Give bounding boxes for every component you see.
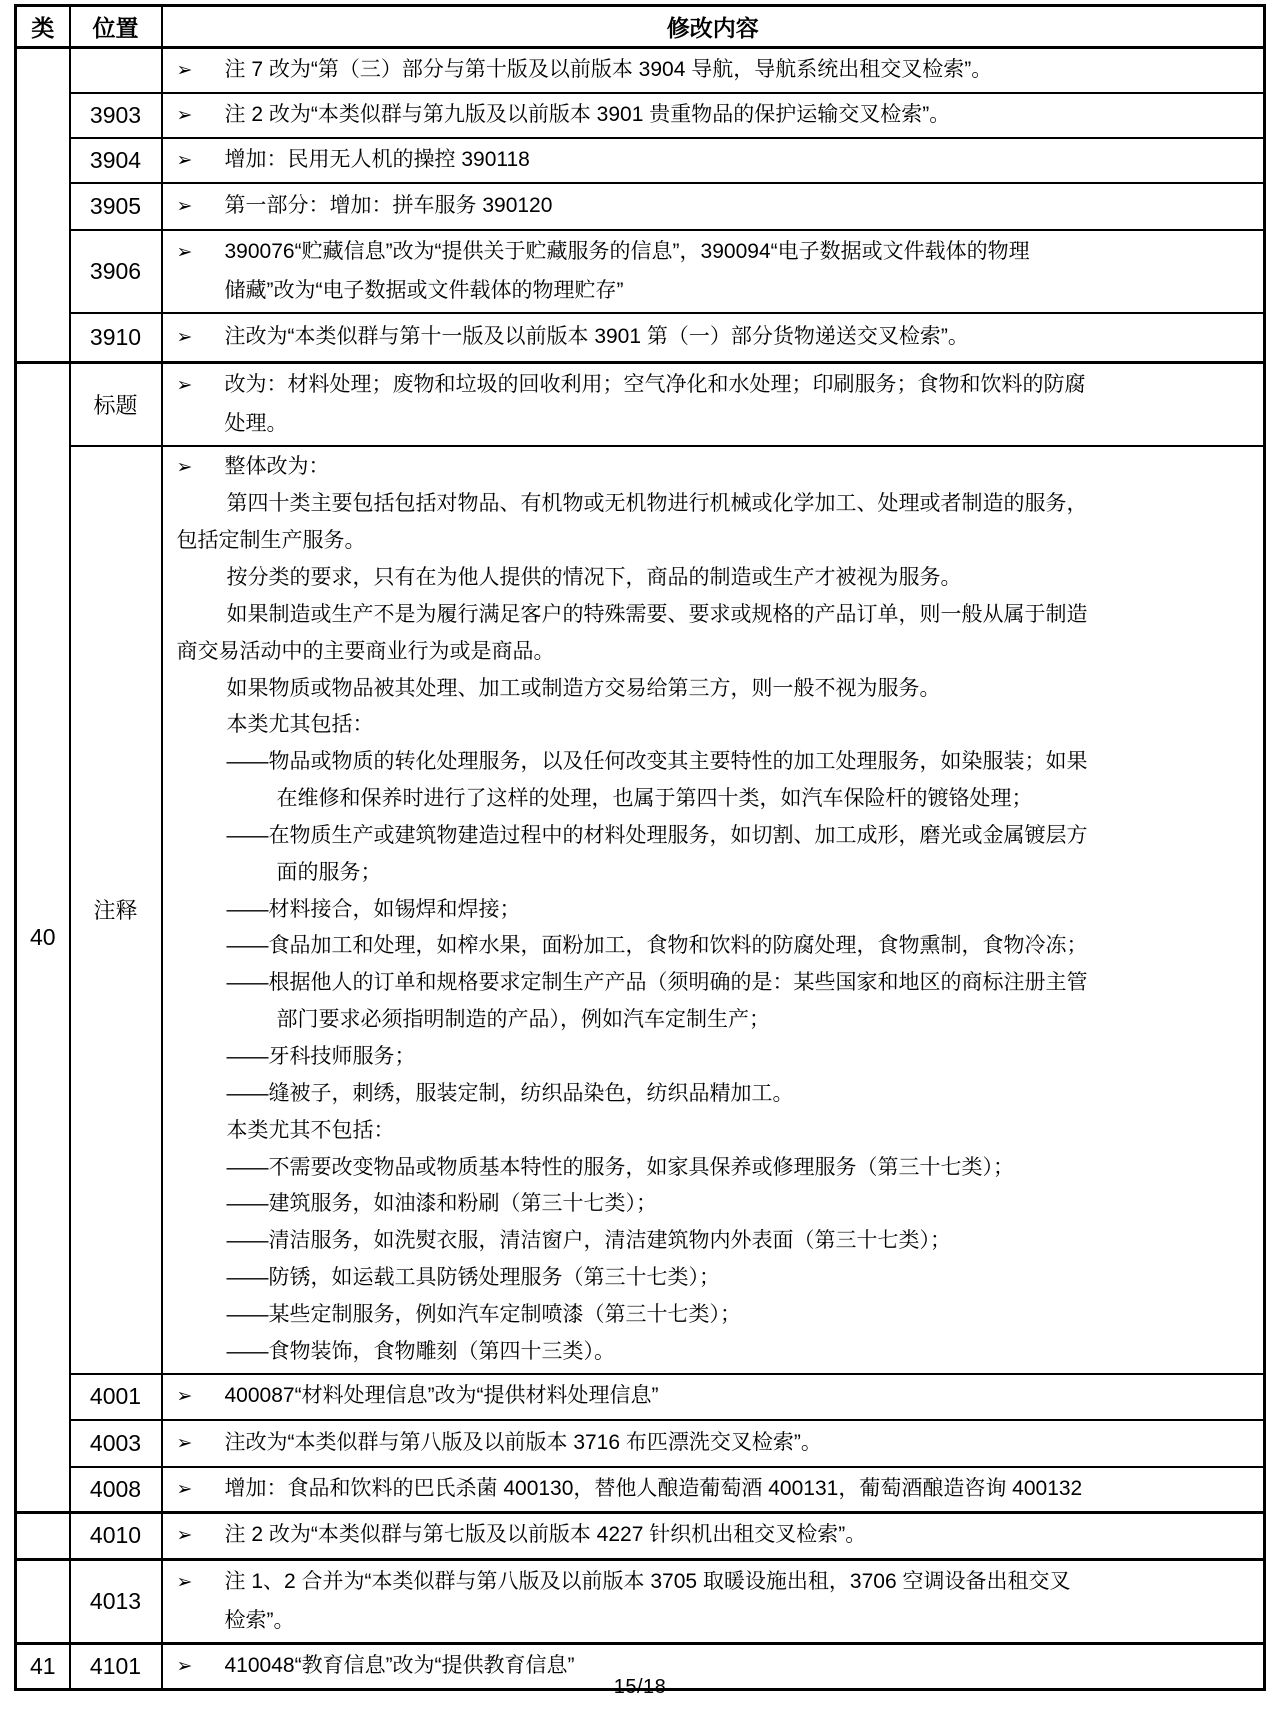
header-class: 类 bbox=[16, 6, 70, 48]
table-row bbox=[16, 48, 1265, 94]
content-line: ➢ 改为：材料处理；废物和垃圾的回收利用；空气净化和水处理；印刷服务；食物和饮料的防腐 bbox=[177, 366, 1256, 405]
content-line: ——防锈，如运载工具防锈处理服务（第三十七类）； bbox=[226, 1266, 720, 1290]
content-line: ➢ 注 2 改为“本类似群与第七版及以前版本 4227 针织机出租交叉检索”。 bbox=[177, 1516, 1256, 1555]
content-cell bbox=[162, 446, 1265, 1374]
arrow-bullet-icon: ➢ bbox=[176, 1478, 193, 1500]
content-line: ——牙科技师服务； bbox=[226, 1045, 416, 1068]
header-position: 位置 bbox=[70, 6, 162, 48]
content-line: ——材料接合，如锡焊和焊接； bbox=[226, 897, 521, 921]
table-row bbox=[16, 1467, 1265, 1513]
content-line: ➢ 注 2 改为“本类似群与第九版及以前版本 3901 贵重物品的保护运输交叉检索”。 bbox=[177, 96, 1256, 135]
table-row bbox=[16, 362, 1265, 446]
table-row bbox=[16, 1374, 1265, 1420]
content-line: 部门要求必须指明制造的产品），例如汽车定制生产； bbox=[276, 1008, 770, 1032]
content-line: ➢ 400087“材料处理信息”改为“提供材料处理信息” bbox=[177, 1377, 1256, 1416]
content-line: ➢ 整体改为： bbox=[177, 449, 1256, 487]
content-cell bbox=[162, 362, 1265, 446]
table-row bbox=[16, 1512, 1265, 1559]
content-line: 处理。 bbox=[224, 411, 288, 435]
content-cell bbox=[162, 93, 1265, 138]
content-line: 按分类的要求，只有在为他人提供的情况下，商品的制造或生产才被视为服务。 bbox=[226, 566, 962, 590]
arrow-bullet-icon: ➢ bbox=[176, 456, 193, 478]
table-row bbox=[16, 183, 1265, 230]
position-cell: 3910 bbox=[70, 313, 162, 362]
position-cell: 4101 bbox=[70, 1643, 162, 1689]
content-cell bbox=[162, 138, 1265, 183]
page-number: 15/18 bbox=[613, 1676, 667, 1698]
content-line: ➢ 注 1、2 合并为“本类似群与第八版及以前版本 3705 取暖设施出租，3706 空调设备出租交叉 bbox=[177, 1563, 1256, 1602]
arrow-bullet-icon: ➢ bbox=[176, 1386, 193, 1408]
arrow-bullet-icon: ➢ bbox=[176, 196, 193, 217]
table-row bbox=[16, 93, 1265, 138]
table-row bbox=[16, 313, 1265, 362]
content-cell bbox=[162, 1420, 1265, 1467]
table-header-row bbox=[16, 6, 1265, 48]
position-cell bbox=[70, 48, 162, 94]
arrow-bullet-icon: ➢ bbox=[176, 374, 193, 396]
content-line: ——在物质生产或建筑物建造过程中的材料处理服务，如切割、加工成形，磨光或金属镀层方 bbox=[226, 823, 1088, 847]
content-line: ——建筑服务，如油漆和粉刷（第三十七类）； bbox=[226, 1192, 657, 1216]
content-line: 如果物质或物品被其处理、加工或制造方交易给第三方，则一般不视为服务。 bbox=[226, 676, 941, 700]
content-line: 如果制造或生产不是为履行满足客户的特殊需要、要求或规格的产品订单，则一般从属于制造 bbox=[226, 602, 1088, 626]
arrow-bullet-icon: ➢ bbox=[176, 242, 193, 263]
arrow-bullet-icon: ➢ bbox=[176, 1655, 193, 1677]
arrow-bullet-icon: ➢ bbox=[176, 1432, 193, 1454]
content-line: ➢ 390076“贮藏信息”改为“提供关于贮藏服务的信息”，390094“电子数据或文件载体的物理 bbox=[177, 233, 1256, 272]
content-line: 本类尤其不包括： bbox=[226, 1118, 395, 1142]
content-line: ➢ 增加：民用无人机的操控 390118 bbox=[177, 141, 1256, 180]
class-cell bbox=[16, 48, 70, 363]
content-cell bbox=[162, 183, 1265, 230]
content-cell bbox=[162, 313, 1265, 362]
content-line: ——清洁服务，如洗熨衣服，清洁窗户，清洁建筑物内外表面（第三十七类）； bbox=[226, 1229, 951, 1253]
content-cell bbox=[162, 1512, 1265, 1559]
position-cell: 4013 bbox=[70, 1559, 162, 1643]
content-line: 检索”。 bbox=[224, 1608, 295, 1632]
table-row bbox=[16, 1559, 1265, 1643]
arrow-bullet-icon: ➢ bbox=[176, 1525, 193, 1547]
position-cell: 3904 bbox=[70, 138, 162, 183]
content-line: ——食物装饰，食物雕刻（第四十三类）。 bbox=[226, 1339, 615, 1363]
position-cell: 4008 bbox=[70, 1467, 162, 1513]
content-cell bbox=[162, 1559, 1265, 1643]
content-line: ➢ 410048“教育信息”改为“提供教育信息” bbox=[177, 1647, 1256, 1686]
modification-table bbox=[14, 4, 1266, 1691]
table-row bbox=[16, 1420, 1265, 1467]
content-line: 面的服务； bbox=[276, 860, 382, 884]
content-line: 包括定制生产服务。 bbox=[176, 529, 366, 553]
position-cell: 4001 bbox=[70, 1374, 162, 1420]
content-line: ——物品或物质的转化处理服务，以及任何改变其主要特性的加工处理服务，如染服装；如果 bbox=[226, 750, 1088, 774]
content-line: ➢ 注改为“本类似群与第八版及以前版本 3716 布匹漂洗交叉检索”。 bbox=[177, 1424, 1256, 1463]
class-cell: 40 bbox=[16, 362, 70, 1512]
content-line: ——食品加工和处理，如榨水果，面粉加工，食物和饮料的防腐处理，食物熏制，食物冷冻； bbox=[226, 934, 1088, 958]
content-line: ➢ 注改为“本类似群与第十一版及以前版本 3901 第（一）部分货物递送交叉检索”。 bbox=[177, 318, 1256, 357]
content-line: 第四十类主要包括包括对物品、有机物或无机物进行机械或化学加工、处理或者制造的服务， bbox=[226, 492, 1088, 516]
position-cell: 4003 bbox=[70, 1420, 162, 1467]
position-cell: 注释 bbox=[70, 446, 162, 1374]
position-cell: 3905 bbox=[70, 183, 162, 230]
position-cell: 3903 bbox=[70, 93, 162, 138]
content-cell bbox=[162, 230, 1265, 313]
arrow-bullet-icon: ➢ bbox=[176, 105, 193, 126]
position-cell: 3906 bbox=[70, 230, 162, 313]
content-line: 储藏”改为“电子数据或文件载体的物理贮存” bbox=[224, 279, 624, 302]
table-row bbox=[16, 138, 1265, 183]
content-cell bbox=[162, 1374, 1265, 1420]
arrow-bullet-icon: ➢ bbox=[176, 326, 193, 348]
class-cell: 41 bbox=[16, 1643, 70, 1689]
table-row bbox=[16, 446, 1265, 1374]
content-line: ➢ 注 7 改为“第（三）部分与第十版及以前版本 3904 导航，导航系统出租交叉检索”。 bbox=[177, 51, 1256, 90]
content-line: ——某些定制服务，例如汽车定制喷漆（第三十七类）； bbox=[226, 1302, 741, 1326]
content-line: ——根据他人的订单和规格要求定制生产产品（须明确的是：某些国家和地区的商标注册主管 bbox=[226, 971, 1088, 995]
content-line: ➢ 第一部分：增加：拼车服务 390120 bbox=[177, 187, 1256, 226]
header-content: 修改内容 bbox=[162, 6, 1265, 48]
content-line: ——不需要改变物品或物质基本特性的服务，如家具保养或修理服务（第三十七类）； bbox=[226, 1155, 1014, 1179]
content-cell bbox=[162, 48, 1265, 94]
content-cell bbox=[162, 1467, 1265, 1513]
content-line: 在维修和保养时进行了这样的处理，也属于第四十类，如汽车保险杆的镀铬处理； bbox=[276, 787, 1033, 811]
position-cell: 4010 bbox=[70, 1512, 162, 1559]
content-line: 本类尤其包括： bbox=[226, 713, 374, 737]
class-cell bbox=[16, 1512, 70, 1559]
arrow-bullet-icon: ➢ bbox=[176, 60, 193, 81]
position-cell: 标题 bbox=[70, 362, 162, 446]
table-row bbox=[16, 230, 1265, 313]
content-line: ➢ 增加：食品和饮料的巴氏杀菌 400130，替他人酿造葡萄酒 400131，葡萄酒酿造咨询 400132 bbox=[177, 1470, 1256, 1509]
content-line: ——缝被子，刺绣，服装定制，纺织品染色，纺织品精加工。 bbox=[226, 1081, 794, 1105]
arrow-bullet-icon: ➢ bbox=[176, 1571, 193, 1593]
content-line: 商交易活动中的主要商业行为或是商品。 bbox=[176, 639, 555, 663]
arrow-bullet-icon: ➢ bbox=[176, 150, 193, 171]
class-cell bbox=[16, 1559, 70, 1643]
